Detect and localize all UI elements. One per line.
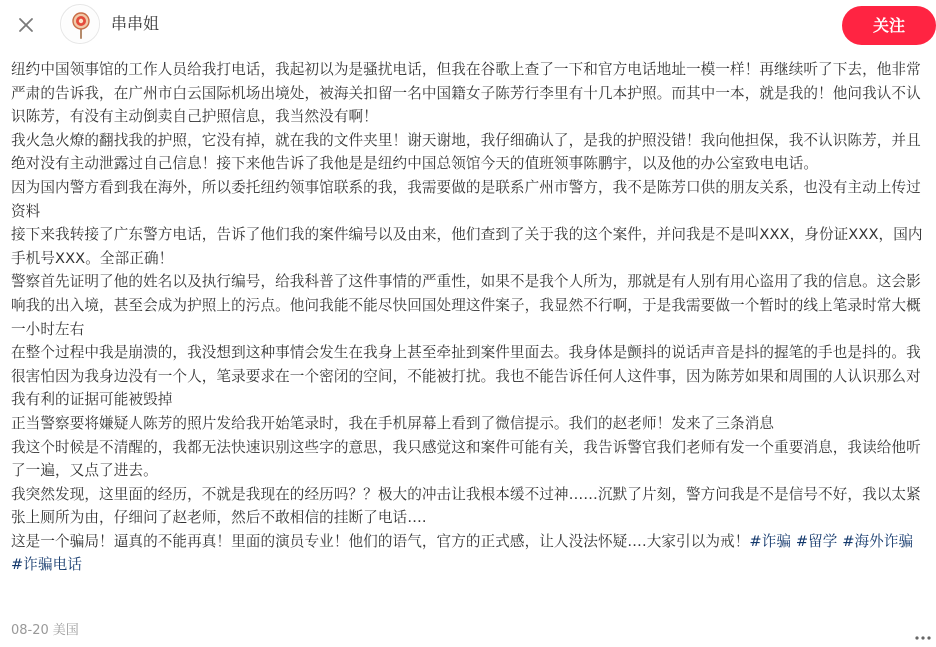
content-paragraph: 警察首先证明了他的姓名以及执行编号，给我科普了这件事情的严重性，如果不是我个人所为，那就是有人别有用心盗用了我的信息。这会影响我的出入境，甚至会成为护照上的污点。他问我能不能尽快回国处理这件案子，我显然不行啊，于是我需要做一个暂时的线上笔录时常大概一小时左右 (11, 273, 921, 338)
post-location: 美国 (52, 623, 79, 638)
avatar-badge-icon (61, 5, 100, 44)
content-paragraph: 我火急火燎的翻找我的护照，它没有掉，就在我的文件夹里！谢天谢地，我仔细确认了，是我的护照没错！我向他担保，我不认识陈芳，并且绝对没有主动泄露过自己信息！接下来他告诉了我他是是纽约中国总领馆今天的值班领事陈鹏宇，以及他的办公室致电电话。 (11, 131, 921, 173)
content-paragraph: 我突然发现，这里面的经历，不就是我现在的经历吗？？极大的冲击让我根本缓不过神……沉默了片刻，警方问我是不是信号不好，我以太紧张上厕所为由，仔细问了赵老师，然后不敢相信的挂断了电话…. (11, 485, 921, 527)
note-header (0, 0, 936, 50)
hashtag[interactable]: #诈骗 (749, 532, 792, 550)
author-name[interactable]: 串串姐 (111, 14, 160, 33)
post-date: 08-20 (11, 623, 49, 638)
note-footer (11, 622, 83, 640)
follow-button[interactable]: 关注 (842, 6, 936, 45)
content-paragraph: 正当警察要将嫌疑人陈芳的照片发给我开始笔录时，我在手机屏幕上看到了微信提示。我们的赵老师！发来了三条消息 (11, 414, 775, 432)
content-paragraph: 接下来我转接了广东警方电话，告诉了他们我的案件编号以及由来，他们查到了关于我的这个案件，并问我是不是叫XXX，身份证XXX，国内手机号XXX。全部正确！ (11, 226, 923, 267)
content-paragraph-last (11, 530, 927, 577)
content-paragraph: 我这个时候是不清醒的，我都无法快速识别这些字的意思，我只感觉这和案件可能有关，我告诉警官我们老师有发一个重要消息，我读给他听了一遍，又点了进去。 (11, 438, 921, 480)
more-button[interactable] (914, 627, 932, 635)
content-paragraph: 在整个过程中我是崩溃的，我没想到这种事情会发生在我身上甚至牵扯到案件里面去。我身体是颤抖的说话声音是抖的握笔的手也是抖的。我很害怕因为我身边没有一个人，笔录要求在一个密闭的空间，不能被打扰。我也不能告诉任何人这件事，因为陈芳如果和周围的人认识那么对我有利的证据可能被毁掉 (11, 344, 921, 409)
more-dots-icon (914, 634, 932, 642)
hashtag[interactable]: #诈骗电话 (11, 556, 83, 574)
close-icon (13, 12, 39, 38)
hashtag[interactable]: #留学 (795, 532, 838, 550)
note-content (11, 58, 927, 577)
close-button[interactable] (13, 12, 39, 38)
content-paragraph: 纽约中国领事馆的工作人员给我打电话，我起初以为是骚扰电话，但我在谷歌上查了一下和官方电话地址一模一样！再继续听了下去，他非常严肃的告诉我，在广州市白云国际机场出境处，被海关扣留一名中国籍女子陈芳行李里有十几本护照。而其中一本，就是我的！他问我认不认识陈芳，有没有主动倒卖自己护照信息，我当然没有啊！ (11, 61, 921, 126)
avatar[interactable] (60, 4, 100, 44)
content-paragraph: 因为国内警方看到我在海外，所以委托纽约领事馆联系的我，我需要做的是联系广州市警方，我不是陈芳口供的朋友关系，也没有主动上传过资料 (11, 178, 921, 220)
content-paragraph-text: 这是一个骗局！逼真的不能再真！里面的演员专业！他们的语气，官方的正式感，让人没法怀疑….大家引以为戒！ (11, 532, 750, 550)
hashtag[interactable]: #海外诈骗 (842, 532, 914, 550)
